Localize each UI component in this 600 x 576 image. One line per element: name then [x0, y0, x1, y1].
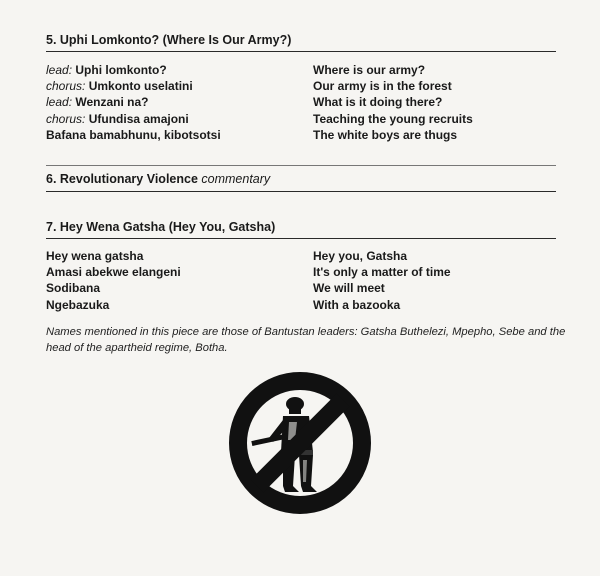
translation-line: Where is our army?	[313, 63, 426, 77]
section-6-title: 6. Revolutionary Violence commentary	[46, 172, 271, 186]
section-6-rule	[46, 191, 556, 192]
translation-line: Our army is in the forest	[313, 79, 452, 94]
section-7-footnote: Names mentioned in this piece are those of Bantustan leaders: Gatsha Buthelezi, Mpepho, Sebe and the head of the apartheid regime, Botha.	[46, 326, 566, 354]
translation-line: We will meet	[313, 281, 385, 296]
translation-line: The white boys are thugs	[313, 127, 458, 142]
lyric-line: Amasi abekwe elangeni	[46, 265, 181, 280]
section-6-top-rule	[46, 165, 556, 166]
lyric-line: lead: Uphi lomkonto?	[46, 63, 167, 77]
lyric-line: Sodibana	[46, 281, 101, 296]
translation-line: It's only a matter of time	[313, 265, 451, 280]
section-7-title: 7. Hey Wena Gatsha (Hey You, Gatsha)	[46, 220, 276, 234]
section-7-rule	[46, 238, 556, 239]
section-5-lyrics	[46, 62, 221, 143]
translation-line: Teaching the young recruits	[313, 111, 473, 126]
translation-line: Hey you, Gatsha	[313, 249, 408, 263]
translation-line: What is it doing there?	[313, 95, 443, 110]
section-5-title: 5. Uphi Lomkonto? (Where Is Our Army?)	[46, 33, 292, 47]
section-5-translation	[313, 62, 473, 143]
crossed-out-soldier-icon	[225, 368, 375, 518]
section-7-lyrics	[46, 248, 181, 313]
section-6-note: commentary	[201, 172, 271, 186]
translation-line: With a bazooka	[313, 297, 401, 312]
lyric-line: chorus: Ufundisa amajoni	[46, 111, 189, 126]
lyric-line: lead: Wenzani na?	[46, 95, 149, 110]
lyric-line: Ngebazuka	[46, 297, 110, 312]
section-7-translation	[313, 248, 451, 313]
lyric-line: chorus: Umkonto uselatini	[46, 79, 193, 94]
section-5-rule	[46, 51, 556, 52]
lyric-line: Bafana bamabhunu, kibotsotsi	[46, 127, 221, 142]
lyric-line: Hey wena gatsha	[46, 249, 144, 263]
